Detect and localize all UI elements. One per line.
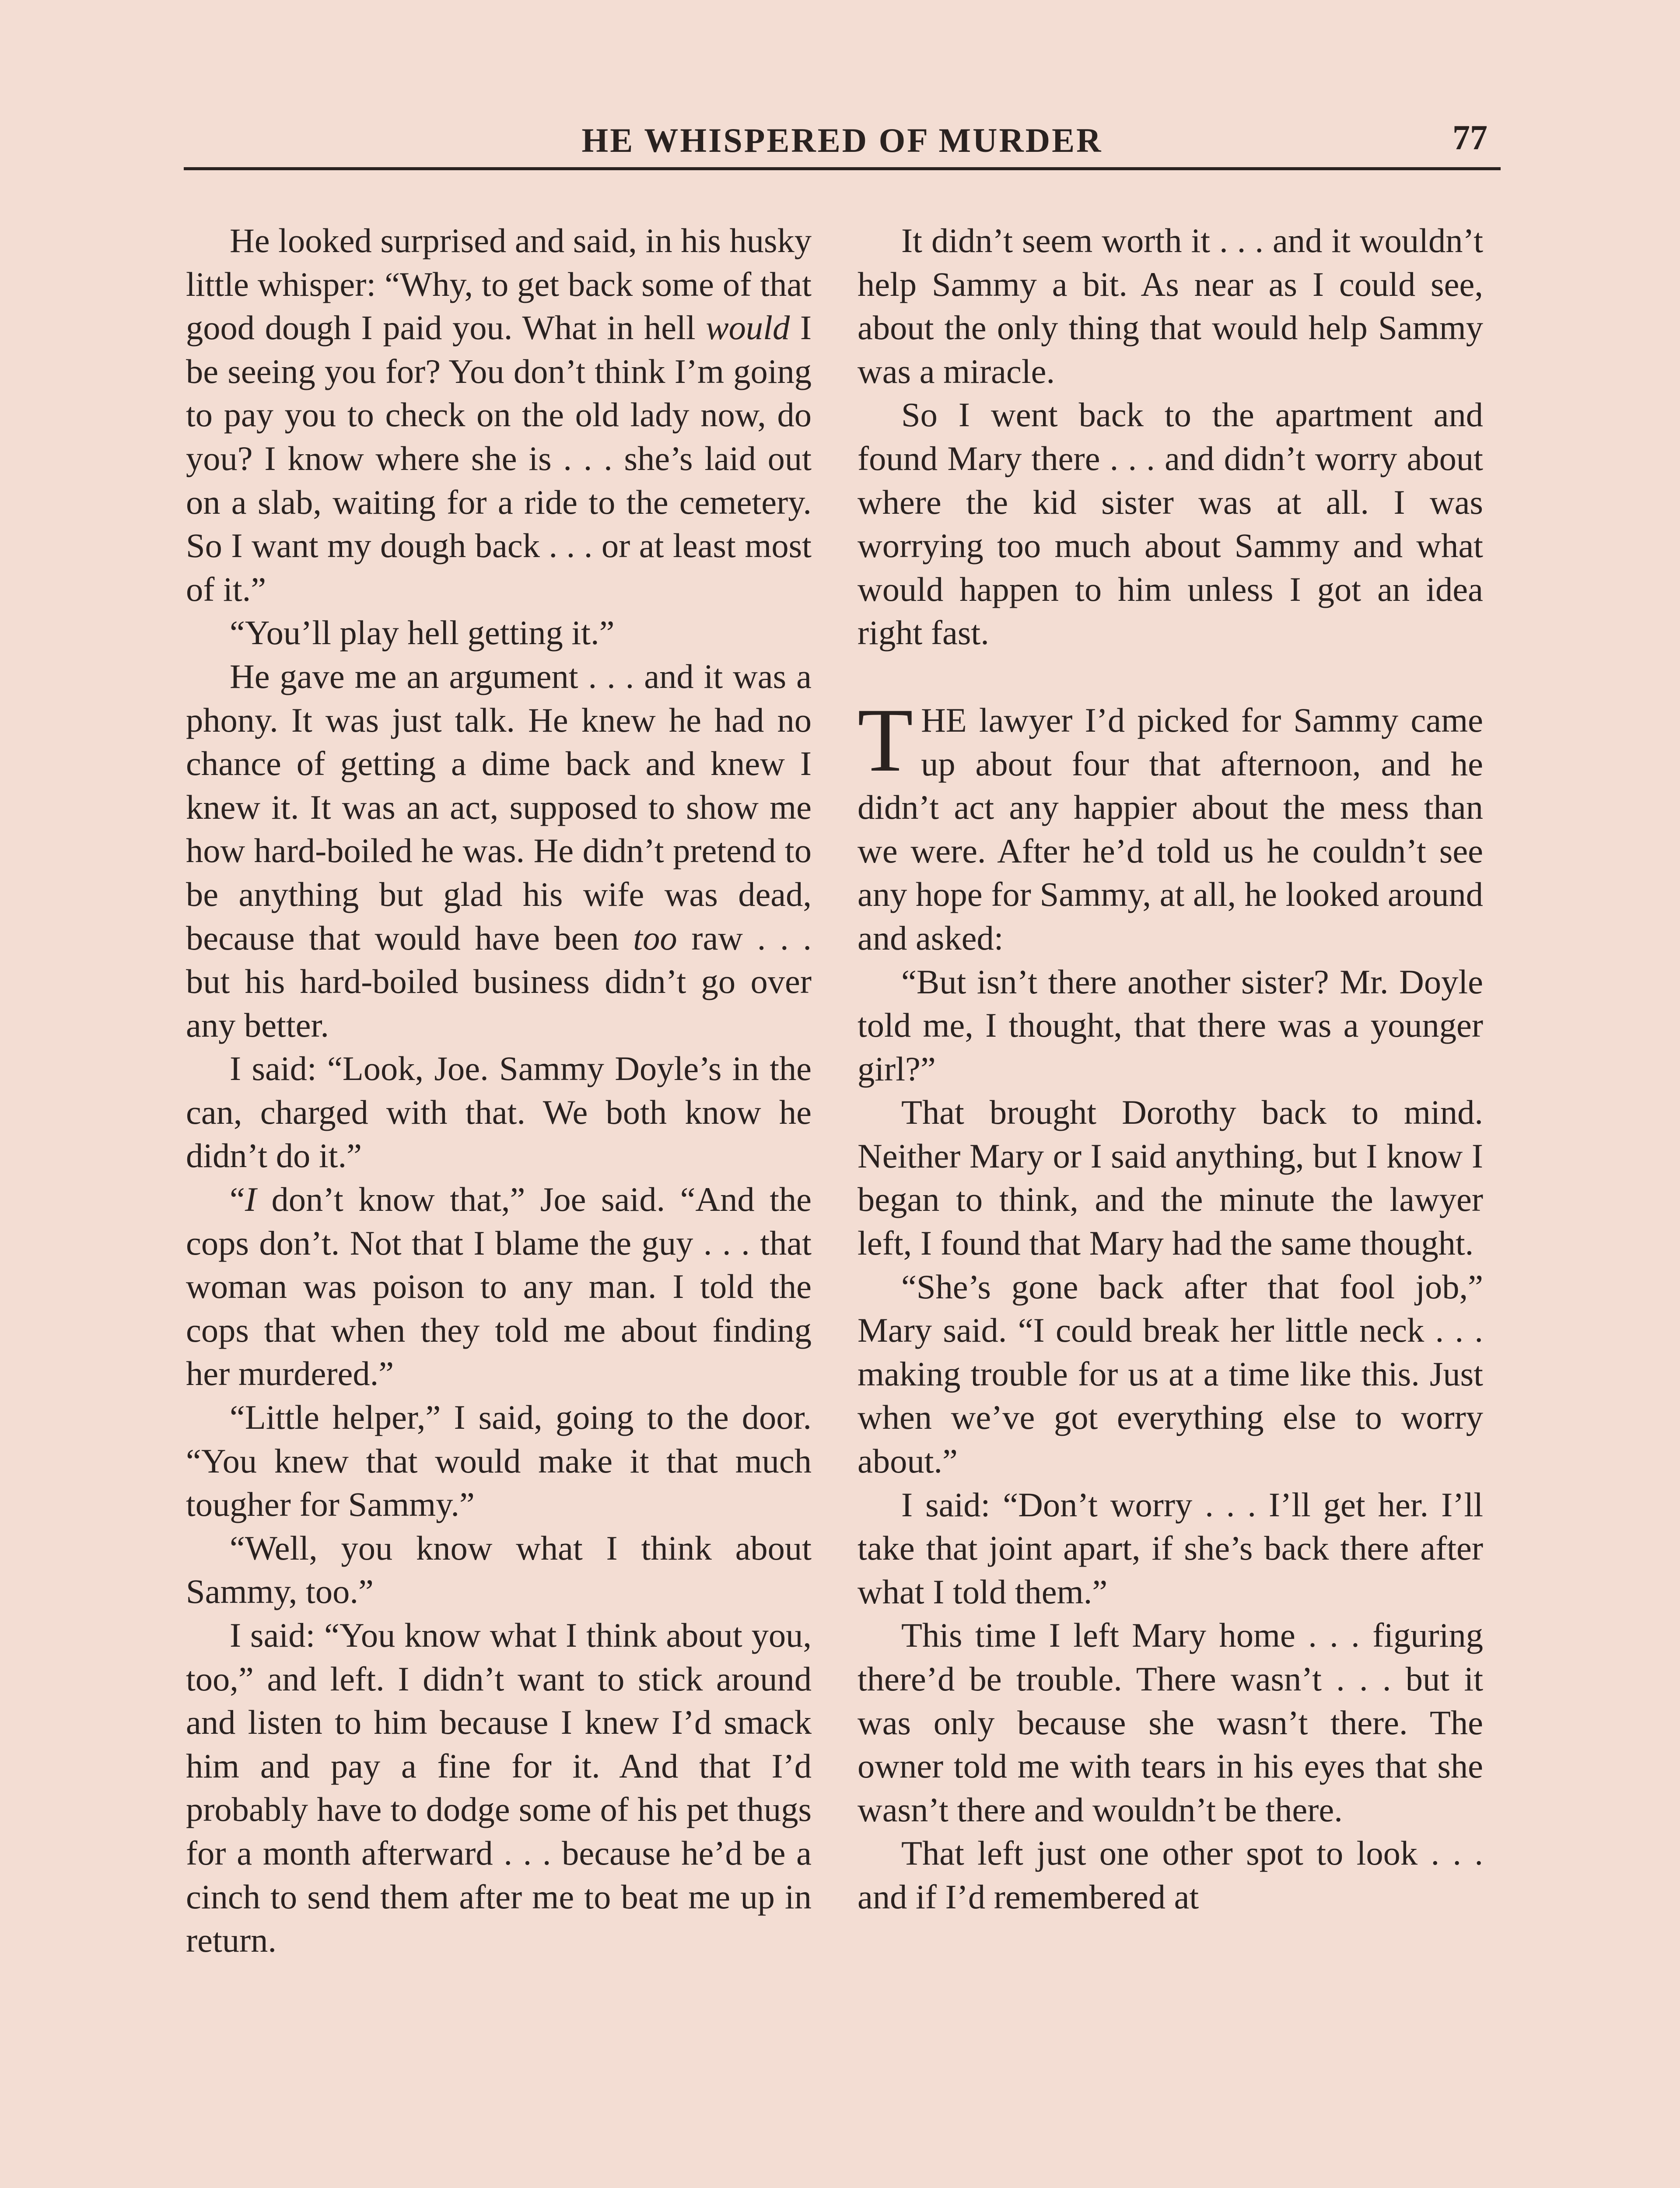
paragraph: This time I left Mary home . . . figuring there’d be trouble. There wasn’t . . . but it was only because she wasn’t there. The owner told me with tears in his eyes that she wasn’t there and wouldn’t be there. <box>858 1616 1483 1829</box>
section-opening-paragraph: THE lawyer I’d picked for Sammy came up about four that afternoon, and he didn’t act any happier about the mess than we were. After he’d told us he couldn’t see any hope for Sammy, at all, he looked around and asked: <box>858 689 1483 957</box>
paragraph: “You’ll play hell getting it.” <box>230 614 615 652</box>
drop-cap: T <box>858 689 914 790</box>
paragraph: I said: “You know what I think about you, too,” and left. I didn’t want to stick around and listen to him because I knew I’d smack him and pay a fine for it. And that I’d probably have to dodge some of his pet thugs for a month afterward . . . because he’d be a cinch to send them after me to beat me up in return. <box>186 1616 812 1960</box>
left-column <box>186 219 812 1962</box>
paragraph: “Little helper,” I said, going to the door. “You knew that would make it that much tougher for Sammy.” <box>186 1398 812 1524</box>
paragraph: “She’s gone back after that fool job,” Mary said. “I could break her little neck . . . making trouble for us at a time like this. Just when we’ve got everything else to worry about.” <box>858 1267 1483 1480</box>
running-head <box>184 118 1501 170</box>
running-title: HE WHISPERED OF MURDER <box>581 121 1103 159</box>
page-number: 77 <box>1452 119 1488 157</box>
paragraph: “I don’t know that,” Joe said. “And the cops don’t. Not that I blame the guy . . . that woman was poison to any man. I told the cops that when they told me about finding her murdered.” <box>186 1180 812 1393</box>
paragraph: That left just one other spot to look . . . and if I’d remembered at <box>858 1834 1483 1916</box>
paragraph: “But isn’t there another sister? Mr. Doyle told me, I thought, that there was a younger girl?” <box>858 962 1483 1088</box>
paragraph: He looked surprised and said, in his husky little whisper: “Why, to get back some of that good dough I paid you. What in hell would I be seeing you for? You don’t think I’m going to pay you to check on the old lady now, do you? I know where she is . . . she’s laid out on a slab, waiting for a ride to the cemetery. So I want my dough back . . . or at least most of it.” <box>186 221 812 608</box>
paragraph: So I went back to the apartment and found Mary there . . . and didn’t worry about where the kid sister was at all. I was worrying too much about Sammy and what would happen to him unless I got an idea right fast. <box>858 396 1483 652</box>
paragraph: That brought Dorothy back to mind. Neither Mary or I said anything, but I know I began to think, and the minute the lawyer left, I found that Mary had the same thought. <box>858 1093 1483 1262</box>
paragraph: “Well, you know what I think about Sammy, too.” <box>186 1529 812 1611</box>
paragraph: I said: “Don’t worry . . . I’ll get her. I’ll take that joint apart, if she’s back there after what I told them.” <box>858 1485 1483 1611</box>
paragraph: He gave me an argument . . . and it was a phony. It was just talk. He knew he had no chance of getting a dime back and knew I knew it. It was an act, supposed to show me how hard-boiled he was. He didn’t pretend to be anything but glad his wife was dead, because that would have been too raw . . . but his hard-boiled business didn’t go over any better. <box>186 657 812 1044</box>
right-column <box>858 219 1483 1919</box>
paragraph: I said: “Look, Joe. Sammy Doyle’s in the can, charged with that. We both know he didn’t do it.” <box>186 1049 812 1175</box>
paragraph: It didn’t seem worth it . . . and it wouldn’t help Sammy a bit. As near as I could see, about the only thing that would help Sammy was a miracle. <box>858 221 1483 390</box>
